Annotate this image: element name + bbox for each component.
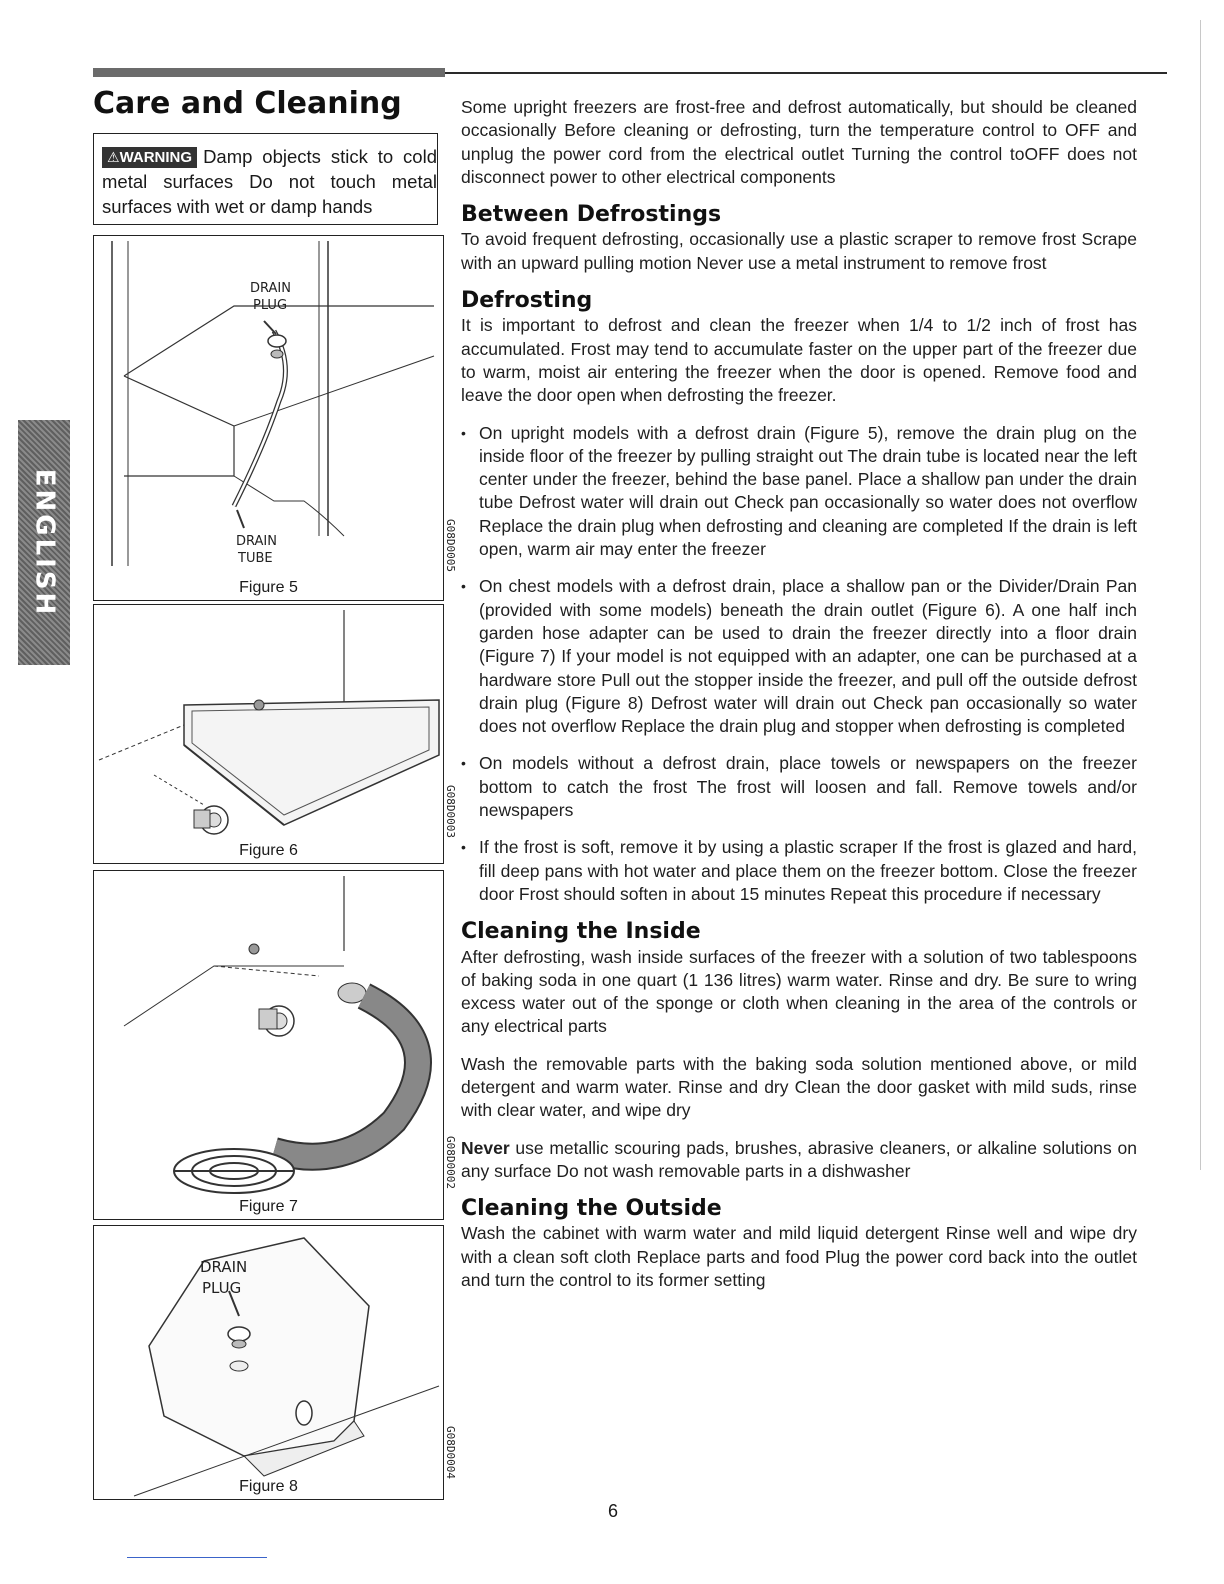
figure-5-label-plug: PLUG [253, 298, 288, 313]
never-bold: Never [461, 1137, 510, 1158]
warning-text: Damp objects stick to cold metal surfaces Do not touch metal surfaces with wet or damp hands [102, 146, 437, 217]
bottom-link-line [127, 1557, 267, 1558]
intro-paragraph: Some upright freezers are frost-free and defrost automatically, but should be cleaned occasionally Before cleaning or defrosting, turn the temperature control to OFF and unplug the power cord from the electrical outlet Turning the control toOFF does not disconnect power to other electrical components [461, 97, 1137, 187]
warning-triangle-icon: ⚠ [107, 149, 120, 165]
cleaning-outside-text: Wash the cabinet with warm water and mild liquid detergent Rinse well and wipe dry with a clean soft cloth Replace parts and food Plug the power cord back into the outlet and turn the control to its former setting [461, 1223, 1137, 1291]
defrost-bullet-soft-frost [461, 836, 1137, 906]
bullet-dot-icon: • [461, 839, 466, 856]
warning-badge [102, 147, 197, 168]
figure-5 [93, 235, 457, 601]
bullet-text: On upright models with a defrost drain (Figure 5), remove the drain plug on the inside floor of the freezer by pulling straight out The drain tube is located near the left center under the freezer, behind the base panel. Place a shallow pan under the drain tube Defrost water will drain out Check pan occasionally so water does not overflow Replace the drain plug when defrosting and cleaning are completed If the drain is left open, warm air may enter the freezer [479, 422, 1137, 560]
cleaning-inside-never [461, 1137, 1137, 1184]
figure-6 [93, 604, 457, 864]
figure-5-code: G08D0005 [444, 519, 457, 572]
header-bar-dark [93, 68, 445, 77]
figure-5-label-tube: TUBE [238, 551, 273, 566]
warning-badge-label: WARNING [119, 149, 193, 166]
figure-6-caption: Figure 6 [239, 842, 298, 859]
bullet-dot-icon: • [461, 755, 466, 772]
bullet-text: On chest models with a defrost drain, place a shallow pan or the Divider/Drain Pan (provided with some models) beneath the drain outlet (Figure 6). A one half inch garden hose adapter can be used to drain the freezer directly into a floor drain (Figure 7) If your model is not equipped with an adapter, one can be purchased at a hardware store Pull out the stopper inside the freezer, and pull off the outside defrost drain plug (Figure 8) Defrost water will drain out Check pan occasionally so water does not overflow Replace the drain plug and stopper when defrosting is completed [479, 576, 1137, 737]
defrosting-text: It is important to defrost and clean the freezer when 1/4 to 1/2 inch of frost has accumulated. Frost may tend to accumulate faster on the upper part of the freezer due to warm, moist air entering the freezer when the door is opened. Remove food and leave the door open when defrosting the freezer. [461, 315, 1137, 406]
figure-6-code: G08D0003 [444, 785, 457, 838]
page-number: 6 [608, 1501, 619, 1521]
figure-7-caption: Figure 7 [239, 1198, 298, 1215]
figure-7 [93, 870, 457, 1220]
cleaning-inside-para1: After defrosting, wash inside surfaces of the freezer with a solution of two tablespoons of baking soda in one quart (1 136 litres) warm water. Rinse and dry. Be sure to wring excess water out of the sponge or cloth when cleaning in the area of the controls or any electrical parts [461, 946, 1137, 1037]
bullet-text: On models without a defrost drain, place towels or newspapers on the freezer bottom to catch the frost The frost will loosen and fall. Remove towels and/or newspapers [479, 753, 1137, 821]
between-defrostings-text: To avoid frequent defrosting, occasionally use a plastic scraper to remove frost Scrape with an upward pulling motion Never use a metal instrument to remove frost [461, 229, 1137, 273]
figure-8-caption: Figure 8 [239, 1478, 298, 1495]
cleaning-inside-para2: Wash the removable parts with the baking soda solution mentioned above, or mild detergent and warm water. Rinse and dry Clean the door gasket with mild suds, rinse with clear water, and wipe dry [461, 1053, 1137, 1121]
never-text: use metallic scouring pads, brushes, abrasive cleaners, or alkaline solutions on any surface Do not wash removable parts in a dishwasher [461, 1137, 1137, 1181]
figure-5-caption: Figure 5 [239, 579, 298, 596]
bullet-dot-icon: • [461, 578, 466, 595]
language-side-tab [18, 420, 70, 665]
page-title: Care and Cleaning [93, 86, 402, 121]
figure-5-label-drain2: DRAIN [236, 534, 277, 549]
heading-cleaning-outside: Cleaning the Outside [461, 1196, 722, 1222]
figure-8-code: G08D0004 [444, 1426, 457, 1479]
main-text-column [461, 96, 1137, 1306]
figure-8-label-plug: PLUG [202, 1279, 242, 1297]
figure-7-code: G08D0002 [444, 1136, 457, 1189]
figure-8 [93, 1225, 457, 1500]
figure-7-illustration [94, 871, 445, 1221]
heading-defrosting: Defrosting [461, 288, 593, 314]
defrost-bullet-upright [461, 422, 1137, 562]
heading-between-defrostings: Between Defrostings [461, 202, 722, 228]
figure-6-illustration [94, 605, 445, 865]
page-edge-line [1200, 20, 1201, 1170]
defrost-bullet-no-drain [461, 752, 1137, 822]
warning-box [93, 133, 438, 225]
heading-cleaning-inside: Cleaning the Inside [461, 919, 701, 945]
bullet-text: If the frost is soft, remove it by using a plastic scraper If the frost is glazed and hard, fill deep pans with hot water and place them on the freezer bottom. Close the freezer door Frost should soften in about 15 minutes Repeat this procedure if necessary [479, 837, 1137, 904]
defrost-bullet-chest [461, 575, 1137, 738]
bullet-dot-icon: • [461, 424, 466, 441]
language-tab-label: ENGLISH [29, 468, 59, 617]
figure-5-label-drain: DRAIN [250, 281, 291, 296]
figure-8-illustration [94, 1226, 445, 1501]
header-rule [445, 72, 1167, 74]
figure-8-label-drain: DRAIN [200, 1258, 248, 1276]
